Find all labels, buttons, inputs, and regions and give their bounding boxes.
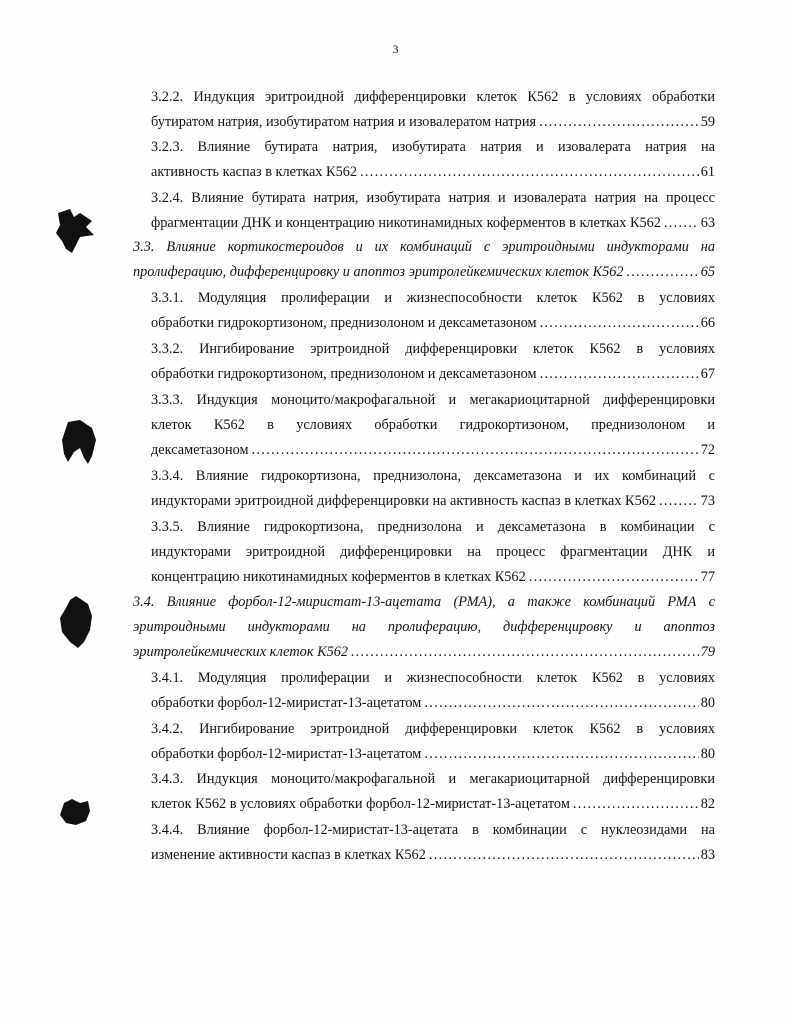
toc-entry-text: бутиратом натрия, изобутиратом натрия и изовалератом натрия [151,114,537,130]
toc-section-3-4-line3 [133,640,715,664]
toc-entry-3-4-2-line2 [151,742,715,766]
toc-page-number: 59 [700,114,715,130]
toc-page-number: 80 [700,695,715,711]
dot-leader [659,489,699,513]
toc-page-number: 66 [700,315,715,331]
toc-section-3-4-line1: 3.4. Влияние форбол-12-миристат-13-ацетата (РМА), а также комбинаций РМА с [133,594,715,610]
punch-hole-blot [56,594,96,650]
toc-entry-3-3-1-line2 [151,311,715,335]
toc-entry-3-3-2-line2 [151,362,715,386]
toc-section-3-4-line2: эритроидными индукторами на пролиферацию, дифференцировку и апоптоз [133,619,715,635]
toc-entry-3-3-2-line1: 3.3.2. Ингибирование эритроидной дифференцировки клеток К562 в условиях [151,341,715,357]
toc-entry-3-2-3-line1: 3.2.3. Влияние бутирата натрия, изобутирата натрия и изовалерата натрия на [151,139,715,155]
dot-leader [539,110,699,134]
toc-entry-3-3-1-line1: 3.3.1. Модуляция пролиферации и жизнеспособности клеток К562 в условиях [151,290,715,306]
toc-entry-3-3-5-line1: 3.3.5. Влияние гидрокортизона, преднизолона и дексаметазона в комбинации с [151,519,715,535]
dot-leader [540,311,699,335]
dot-leader [424,691,698,715]
toc-page-number: 77 [700,569,715,585]
toc-entry-text: пролиферацию, дифференцировку и апоптоз эритролейкемических клеток К562 [133,264,624,280]
toc-page-number: 67 [700,366,715,382]
toc-entry-text: обработки форбол-12-миристат-13-ацетатом [151,746,422,762]
toc-entry-3-2-3-line2 [151,160,715,184]
toc-entry-3-3-5-line3 [151,565,715,589]
toc-entry-3-2-4-line1: 3.2.4. Влияние бутирата натрия, изобутирата натрия и изовалерата натрия на процесс [151,190,715,206]
toc-entry-3-3-4-line1: 3.3.4. Влияние гидрокортизона, преднизолона, дексаметазона и их комбинаций с [151,468,715,484]
punch-hole-blot [50,205,98,255]
toc-page-number: 61 [700,164,715,180]
toc-entry-3-2-4-line2 [151,211,715,235]
toc-entry-3-2-2-line1: 3.2.2. Индукция эритроидной дифференцировки клеток К562 в условиях обработки [151,89,715,105]
toc-entry-3-3-4-line2 [151,489,715,513]
dot-leader [252,438,699,462]
dot-leader [529,565,699,589]
toc-entry-3-3-3-line3 [151,438,715,462]
toc-entry-text: фрагментации ДНК и концентрацию никотинамидных коферментов в клетках К562 [151,215,661,231]
toc-section-3-3-line1: 3.3. Влияние кортикостероидов и их комбинаций с эритроидными индукторами на [133,239,715,255]
toc-entry-3-4-4-line1: 3.4.4. Влияние форбол-12-миристат-13-ацетата в комбинации с нуклеозидами на [151,822,715,838]
toc-entry-3-4-4-line2 [151,843,715,867]
toc-entry-3-3-3-line1: 3.3.3. Индукция моноцито/макрофагальной и мегакариоцитарной дифференцировки [151,392,715,408]
punch-hole-blot [58,797,92,827]
toc-entry-text: обработки гидрокортизоном, преднизолоном и дексаметазоном [151,315,537,331]
toc-entry-text: эритролейкемических клеток К562 [133,644,349,660]
toc-page-number: 79 [700,644,715,660]
dot-leader [573,792,699,816]
dot-leader [351,640,699,664]
dot-leader [429,843,699,867]
toc-entry-3-4-1-line2 [151,691,715,715]
toc-entry-text: клеток К562 в условиях обработки форбол-12-миристат-13-ацетатом [151,796,570,812]
toc-entry-text: обработки гидрокортизоном, преднизолоном и дексаметазоном [151,366,537,382]
toc-entry-3-4-3-line2 [151,792,715,816]
dot-leader [664,211,699,235]
dot-leader [424,742,698,766]
toc-entry-3-3-5-line2: индукторами эритроидной дифференцировки на процесс фрагментации ДНК и [151,544,715,560]
toc-entry-text: обработки форбол-12-миристат-13-ацетатом [151,695,422,711]
toc-page-number: 63 [700,215,715,231]
toc-entry-3-3-3-line2: клеток К562 в условиях обработки гидрокортизоном, преднизолоном и [151,417,715,433]
toc-page-number: 80 [700,746,715,762]
toc-page-number: 82 [700,796,715,812]
toc-section-3-3-line2 [133,260,715,284]
toc-entry-text: изменение активности каспаз в клетках К562 [151,847,426,863]
dot-leader [627,260,699,284]
toc-entry-3-4-1-line1: 3.4.1. Модуляция пролиферации и жизнеспособности клеток К562 в условиях [151,670,715,686]
dot-leader [360,160,699,184]
page-number: 3 [392,42,399,56]
toc-page-number: 73 [700,493,715,509]
toc-entry-text: концентрацию никотинамидных коферментов в клетках К562 [151,569,526,585]
toc-entry-3-4-2-line1: 3.4.2. Ингибирование эритроидной дифференцировки клеток К562 в условиях [151,721,715,737]
toc-page-number: 83 [700,847,715,863]
punch-hole-blot [58,418,98,466]
toc-entry-3-2-2-line2 [151,110,715,134]
toc-entry-text: активность каспаз в клетках К562 [151,164,358,180]
dot-leader [540,362,699,386]
toc-entry-3-4-3-line1: 3.4.3. Индукция моноцито/макрофагальной и мегакариоцитарной дифференцировки [151,771,715,787]
toc-entry-text: дексаметазоном [151,442,249,458]
toc-page-number: 72 [700,442,715,458]
toc-page-number: 65 [700,264,715,280]
toc-entry-text: индукторами эритроидной дифференцировки на активность каспаз в клетках К562 [151,493,657,509]
